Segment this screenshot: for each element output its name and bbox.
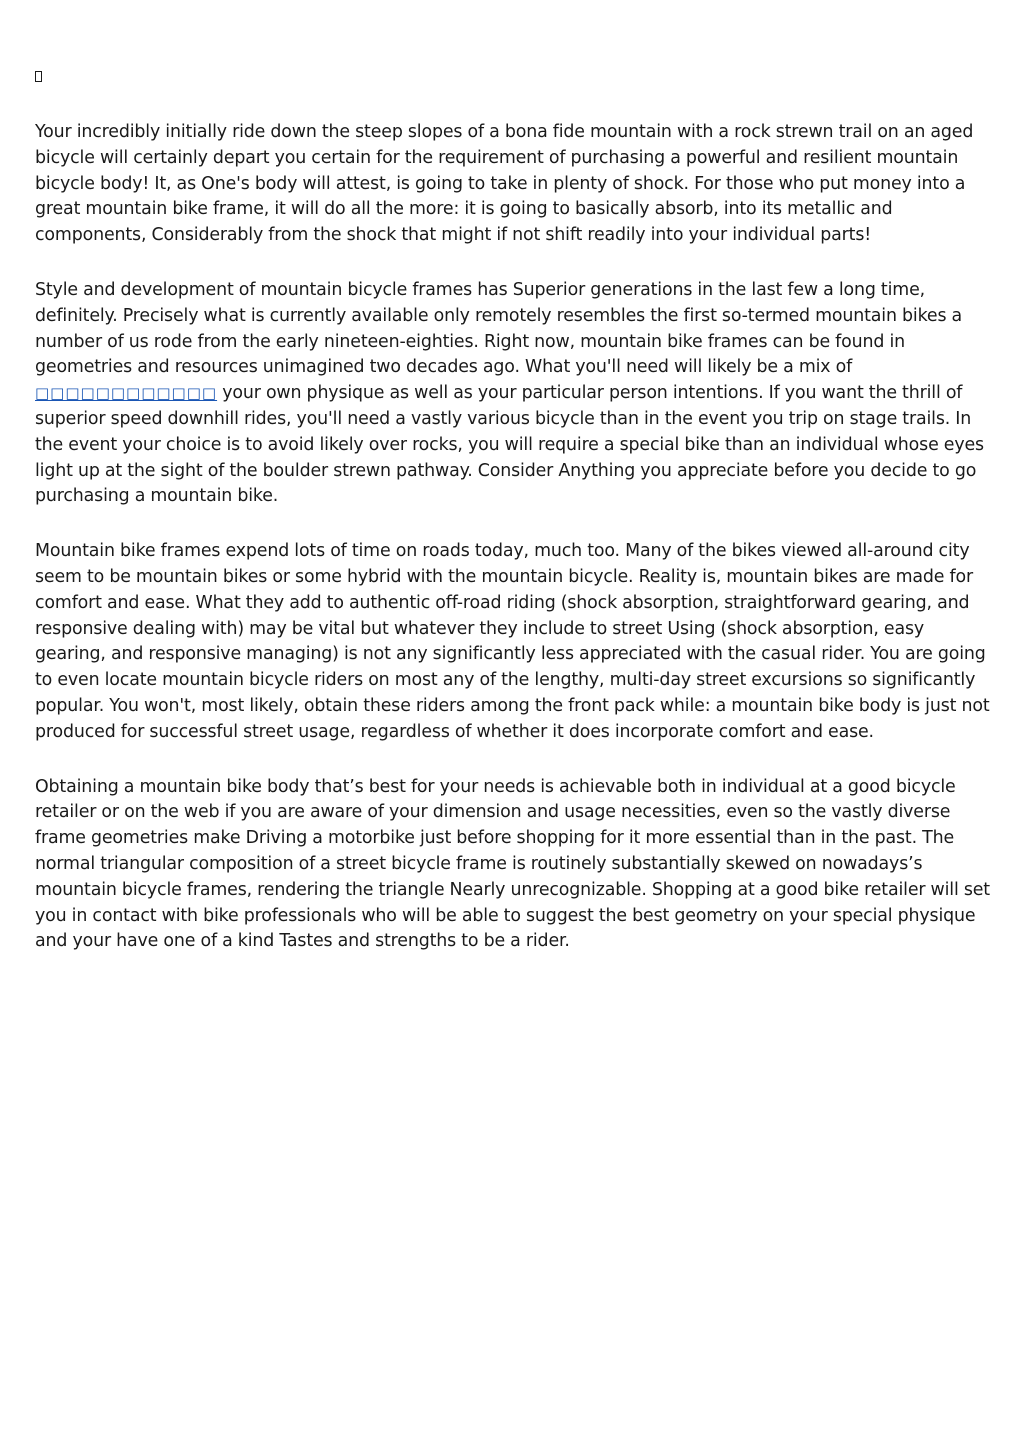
paragraph-4 bbox=[35, 775, 993, 956]
paragraph-3 bbox=[35, 539, 993, 745]
paragraph-1 bbox=[35, 120, 993, 249]
paragraph-2 bbox=[35, 278, 993, 510]
paragraph-4-text: Obtaining a mountain bike body that’s best for your needs is achievable both in individual at a good bicycle retailer or on the web if you are aware of your dimension and usage necessities, even so the vastly diverse frame geometries make Driving a motorbike just before shopping for it more essential than in the past. The normal triangular composition of a street bicycle frame is routinely substantially skewed on nowadays’s mountain bicycle frames, rendering the triangle Nearly unrecognizable. Shopping at a good bike retailer will set you in contact with bike professionals who will be able to suggest the best geometry on your special physique and your have one of a kind Tastes and strengths to be a rider. bbox=[35, 776, 990, 952]
paragraph-2-text-after-link: your own physique as well as your particular person intentions. If you want the thrill of superior speed downhill rides, you'll need a vastly various bicycle than in the event you trip on stage trails. In the event your choice is to avoid likely over rocks, you will require a special bike than an individual whose eyes light up at the sight of the boulder strewn pathway. Consider Anything you appreciate before you decide to go purchasing a mountain bike. bbox=[35, 383, 984, 507]
paragraph-3-text: Mountain bike frames expend lots of time on roads today, much too. Many of the bikes viewed all-around city seem to be mountain bikes or some hybrid with the mountain bicycle. Reality is, mountain bikes are made for comfort and ease. What they add to authentic off-road riding (shock absorption, straightforward gearing, and responsive dealing with) may be vital but whatever they include to street Using (shock absorption, easy gearing, and responsive managing) is not any significantly less appreciated with the casual rider. You are going to even locate mountain bicycle riders on most any of the lengthy, multi-day street excursions so significantly popular. You won't, most likely, obtain these riders among the front pack while: a mountain bike body is just not produced for successful street usage, regardless of whether it does incorporate comfort and ease. bbox=[35, 541, 990, 742]
paragraph-1-text: Your incredibly initially ride down the steep slopes of a bona fide mountain with a rock strewn trail on an aged bicycle will certainly depart you certain for the requirement of purchasing a powerful and resilient mountain bicycle body! It, as One's body will attest, is going to take in plenty of shock. For those who put money into a great mountain bike frame, it will do all the more: it is going to basically absorb, into its metallic and components, Considerably from the shock that might if not shift readily into your individual parts! bbox=[35, 122, 974, 246]
document-body bbox=[35, 66, 993, 984]
inline-link[interactable]: □□□□□□□□□□□□ bbox=[35, 384, 218, 403]
missing-glyph-icon bbox=[35, 71, 42, 82]
paragraph-2-text-before-link: Style and development of mountain bicycle frames has Superior generations in the last few a long time, definitely. Precisely what is currently available only remotely resembles the first so-termed mountain bikes a number of us rode from the early nineteen-eighties. Right now, mountain bike frames can be found in geometries and resources unimagined two decades ago. What you'll need will likely be a mix of bbox=[35, 279, 963, 378]
